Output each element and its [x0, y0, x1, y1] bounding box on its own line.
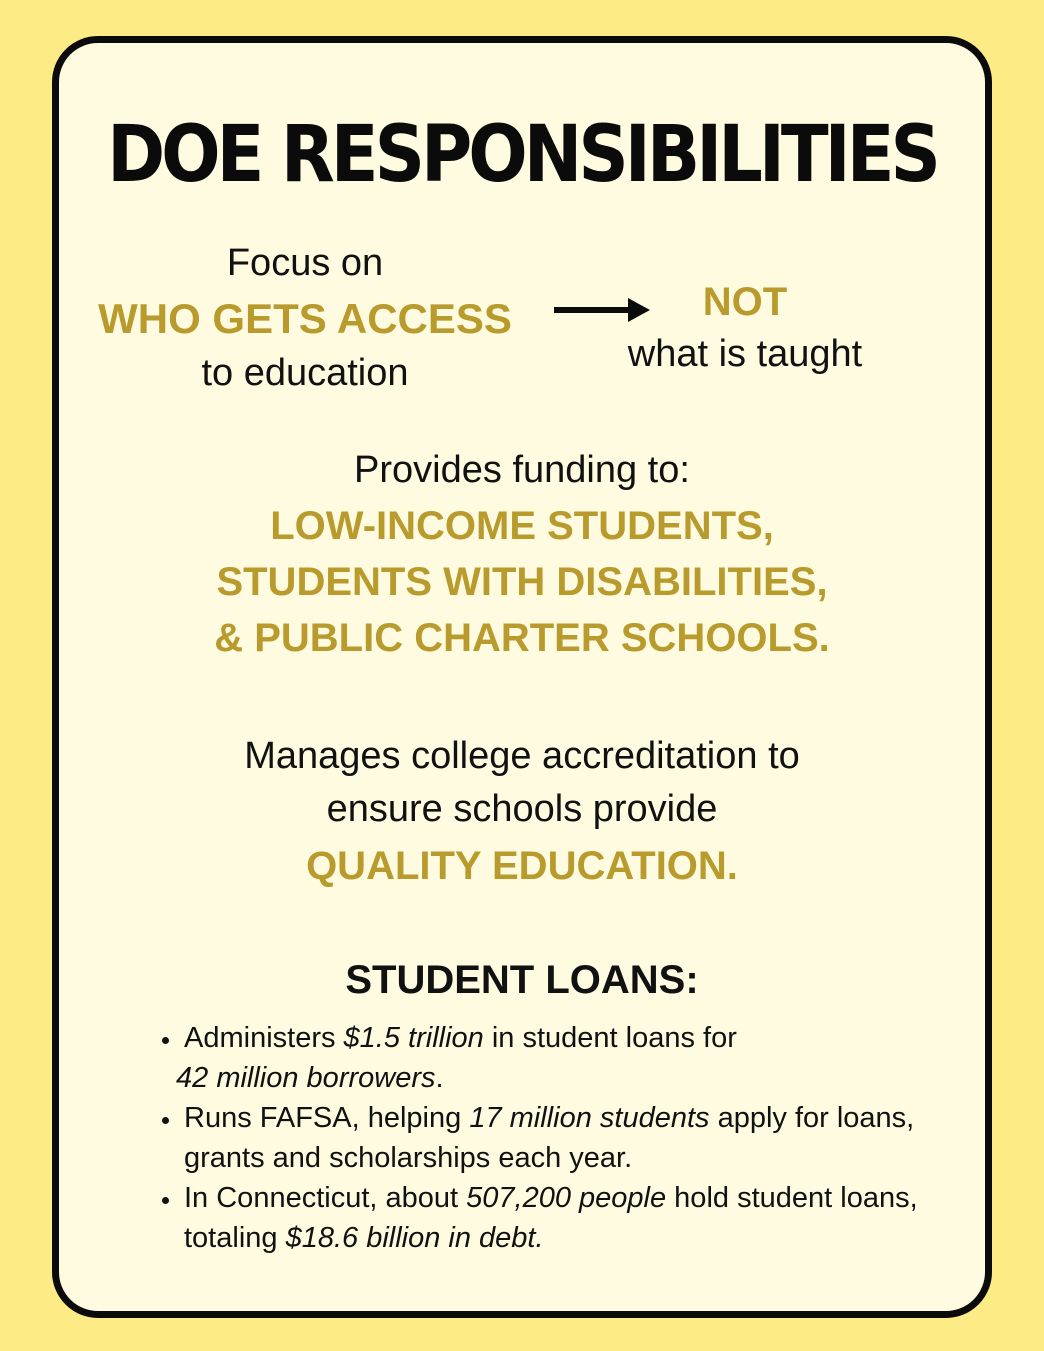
funding-item: STUDENTS WITH DISABILITIES, [216, 560, 828, 604]
list-item [182, 1178, 962, 1258]
funding-item: LOW-INCOME STUDENTS, [270, 504, 774, 548]
accreditation-block [100, 730, 944, 893]
loan-emphasis: $18.6 billion in debt. [285, 1222, 544, 1254]
not-block [600, 276, 890, 380]
loan-text: hold student loans, totaling [184, 1182, 918, 1254]
not-text: what is taught [627, 333, 863, 375]
access-highlight: WHO GETS ACCESS [98, 295, 512, 342]
access-line1: Focus on [226, 242, 384, 284]
accreditation-highlight: QUALITY EDUCATION. [306, 844, 738, 888]
list-item [176, 1018, 962, 1098]
loan-emphasis: 17 million students [469, 1102, 710, 1134]
loan-text: Administers [184, 1022, 344, 1054]
access-block [70, 236, 540, 401]
loan-text: In Connecticut, about [184, 1182, 467, 1214]
funding-intro: Provides funding to: [354, 449, 690, 491]
funding-block [100, 442, 944, 666]
accreditation-line1: Manages college accreditation to [244, 735, 800, 777]
loan-emphasis: 42 million borrowers [176, 1062, 436, 1094]
loan-text: apply for loans, grants and scholarships each year. [184, 1102, 915, 1174]
loan-emphasis: $1.5 trillion [343, 1022, 484, 1054]
loan-emphasis: 507,200 people [466, 1182, 667, 1214]
loan-text: Runs FAFSA, helping [184, 1102, 470, 1134]
funding-item: & PUBLIC CHARTER SCHOOLS. [214, 616, 830, 660]
loans-heading: STUDENT LOANS: [345, 958, 699, 1002]
accreditation-line2: ensure schools provide [326, 788, 718, 830]
access-line3: to education [201, 352, 409, 394]
page-title: DOE RESPONSIBILITIES [107, 108, 937, 200]
loans-list [150, 1018, 962, 1258]
loan-text: in student loans for [483, 1022, 737, 1054]
loan-text: . [435, 1062, 444, 1094]
list-item [182, 1098, 962, 1178]
not-label: NOT [702, 280, 788, 324]
